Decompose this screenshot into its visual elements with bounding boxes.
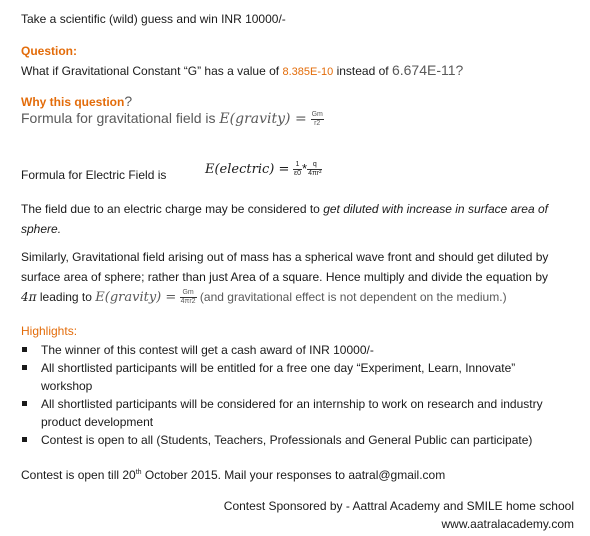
para2-denominator: 4πr2	[180, 298, 196, 306]
electric-fraction-2	[307, 161, 322, 178]
highlight-item	[21, 359, 566, 395]
electric-frac1-den: ε0	[294, 170, 302, 178]
para2-leading-to: leading to	[39, 290, 92, 304]
deadline-line	[21, 468, 445, 482]
highlight-text: All shortlisted participants will be entitled for a free one day “Experiment, Learn, Innovate” workshop	[41, 361, 516, 393]
gravity-denominator: r2	[314, 119, 321, 127]
why-label-bold: Why this question	[21, 95, 125, 109]
page-heading: Take a scientific (wild) guess and win INR 10000/-	[21, 12, 286, 26]
bullet-icon	[22, 365, 27, 370]
deadline-before: Contest is open till 20	[21, 468, 136, 482]
why-label-mark: ?	[124, 93, 133, 109]
bullet-icon	[22, 347, 27, 352]
question-label: Question:	[21, 44, 77, 58]
electric-formula-lhs: E(electric) =	[205, 162, 290, 177]
para2-fraction	[180, 289, 197, 306]
old-g-value: 6.674E-11?	[391, 62, 464, 78]
new-g-value: 8.385E-10	[282, 66, 334, 78]
question-text-before: What if Gravitational Constant “G” has a value of	[21, 64, 280, 78]
highlights-list	[21, 341, 566, 449]
website-link[interactable]: www.aatralacademy.com	[441, 517, 574, 531]
why-label	[21, 93, 132, 109]
electric-formula	[205, 161, 322, 178]
highlight-item	[21, 395, 566, 431]
gravity-numerator: Gm	[311, 110, 323, 118]
highlight-item	[21, 431, 566, 449]
electric-frac2-den: 4πr²	[308, 170, 322, 178]
highlights-label: Highlights:	[21, 324, 78, 338]
paragraph-electric-dilution	[21, 199, 556, 239]
bullet-icon	[22, 401, 27, 406]
gravity-formula-text: Formula for gravitational field is	[21, 110, 216, 126]
bullet-icon	[22, 437, 27, 442]
para2-gravity-lhs: E(gravity) =	[95, 290, 177, 305]
para2-text: Similarly, Gravitational field arising out of mass has a spherical wave front and should get diluted by surface area of sphere; rather than just Area of a square. Hence multiply and divide the equation by	[21, 250, 549, 284]
para1-italic: get diluted with increase in surface area of sphere.	[21, 202, 548, 236]
highlight-text: The winner of this contest will get a cash award of INR 10000/-	[41, 343, 374, 357]
highlight-text: All shortlisted participants will be considered for an internship to work on research and industry product development	[41, 397, 543, 429]
deadline-sup: th	[135, 469, 142, 476]
gravity-formula-line	[21, 110, 324, 128]
para2-tail: (and gravitational effect is not dependent on the medium.)	[199, 290, 507, 304]
highlight-text: Contest is open to all (Students, Teachers, Professionals and General Public can participate)	[41, 433, 533, 447]
para2-numerator: Gm	[180, 289, 197, 298]
deadline-after: October 2015. Mail your responses to aatral@gmail.com	[141, 468, 446, 482]
electric-formula-text: Formula for Electric Field is	[21, 168, 167, 182]
electric-times: *	[302, 161, 308, 176]
gravity-formula-lhs: E(gravity) =	[219, 111, 307, 127]
sponsor-line: Contest Sponsored by - Aattral Academy and SMILE home school	[223, 499, 574, 513]
para1-plain: The field due to an electric charge may be considered to	[21, 202, 324, 216]
electric-fraction-1	[293, 161, 302, 178]
question-text-middle: instead of	[336, 64, 389, 78]
paragraph-gravitational-dilution	[21, 247, 556, 308]
highlight-item	[21, 341, 566, 359]
question-text	[21, 62, 463, 78]
gravity-fraction	[311, 111, 324, 128]
four-pi: 4π	[21, 290, 37, 304]
electric-frac1-num: 1	[293, 161, 302, 170]
electric-frac2-num: q	[307, 161, 322, 170]
